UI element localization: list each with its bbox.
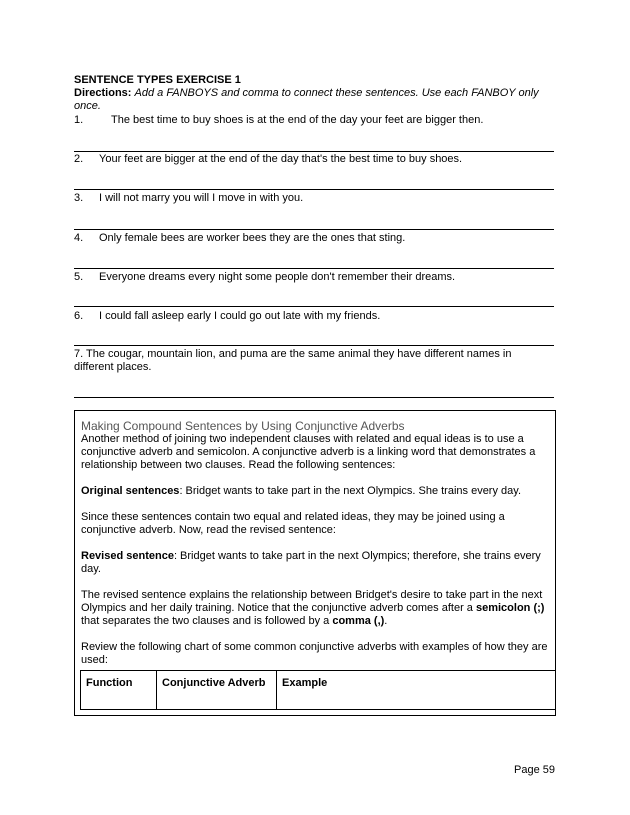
directions-text: Add a FANBOYS and comma to connect these sentences. Use each FANBOY only once. — [74, 87, 539, 112]
directions-label: Directions: — [74, 87, 132, 99]
exercise-item-5 — [74, 271, 560, 284]
item-number: 6. — [74, 310, 84, 322]
original-sentences-paragraph — [81, 485, 551, 498]
answer-line-7[interactable] — [74, 397, 554, 398]
item-text: I could fall asleep early I could go out late with my friends. — [99, 310, 381, 322]
exercise-item-1 — [74, 114, 560, 127]
answer-line-5[interactable] — [74, 306, 554, 307]
exercise-item-3 — [74, 192, 560, 205]
exercise-item-6 — [74, 310, 560, 323]
exercise-title: SENTENCE TYPES EXERCISE 1 — [74, 74, 241, 86]
header-example: Example — [282, 677, 328, 689]
revised-sentence-paragraph — [81, 550, 551, 576]
revised-text: : Bridget wants to take part in the next Olympics; therefore, she trains every day. — [81, 550, 541, 575]
conjunctive-adverbs-table — [80, 670, 556, 710]
item-text: Everyone dreams every night some people don't remember their dreams. — [99, 271, 456, 283]
revised-label: Revised sentence — [81, 550, 174, 562]
item-number: 5. — [74, 271, 84, 283]
review-paragraph: Review the following chart of some common conjunctive adverbs with examples of how they are used: — [81, 641, 548, 666]
answer-line-4[interactable] — [74, 268, 554, 269]
exercise-item-7 — [74, 348, 544, 374]
box-content — [81, 419, 551, 667]
item-text: Your feet are bigger at the end of the day that's the best time to buy shoes. — [99, 153, 463, 165]
item-number: 3. — [74, 192, 84, 204]
item-number: 2. — [74, 153, 84, 165]
header-conjunctive-adverb: Conjunctive Adverb — [157, 671, 277, 709]
item-number: 4. — [74, 232, 84, 244]
explanation-paragraph — [81, 589, 551, 628]
original-text: : Bridget wants to take part in the next Olympics. She trains every day. — [179, 485, 522, 497]
directions — [74, 87, 560, 113]
since-paragraph: Since these sentences contain two equal and related ideas, they may be joined using a conjunctive adverb. Now, read the revised sentence: — [81, 511, 505, 536]
original-label: Original sentences — [81, 485, 180, 497]
exercise-item-2 — [74, 153, 560, 166]
item-text: The best time to buy shoes is at the end of the day your feet are bigger then. — [111, 114, 484, 126]
box-heading: Making Compound Sentences by Using Conjunctive Adverbs — [81, 419, 405, 433]
explain-part-c: . — [384, 615, 388, 627]
item-number: 1. — [74, 114, 84, 126]
exercise-item-4 — [74, 232, 560, 245]
answer-line-2[interactable] — [74, 189, 554, 190]
explain-part-b: that separates the two clauses and is followed by a — [81, 615, 333, 627]
intro-paragraph: Another method of joining two independent clauses with related and equal ideas is to use a conjunctive adverb and semicolon. A conjunctive adverb is a linking word that demonstrates a relationship between two clauses. Read the following sentences: — [81, 433, 536, 471]
answer-line-6[interactable] — [74, 345, 554, 346]
answer-line-3[interactable] — [74, 229, 554, 230]
semicolon-label: semicolon (;) — [475, 602, 545, 614]
page-number: Page 59 — [514, 764, 555, 776]
item-text: I will not marry you will I move in with you. — [99, 192, 304, 204]
explain-part-a: The revised sentence explains the relationship between Bridget's desire to take part in the next Olympics and her daily training. Notice that the conjunctive adverb comes after a — [81, 589, 543, 614]
item-text: The cougar, mountain lion, and puma are the same animal they have different names in different places. — [74, 348, 512, 373]
comma-label: comma (,) — [332, 615, 385, 627]
item-text: Only female bees are worker bees they are the ones that sting. — [99, 232, 406, 244]
answer-line-1[interactable] — [74, 151, 554, 152]
header-function: Function — [81, 671, 157, 709]
item-number: 7. — [74, 348, 84, 360]
